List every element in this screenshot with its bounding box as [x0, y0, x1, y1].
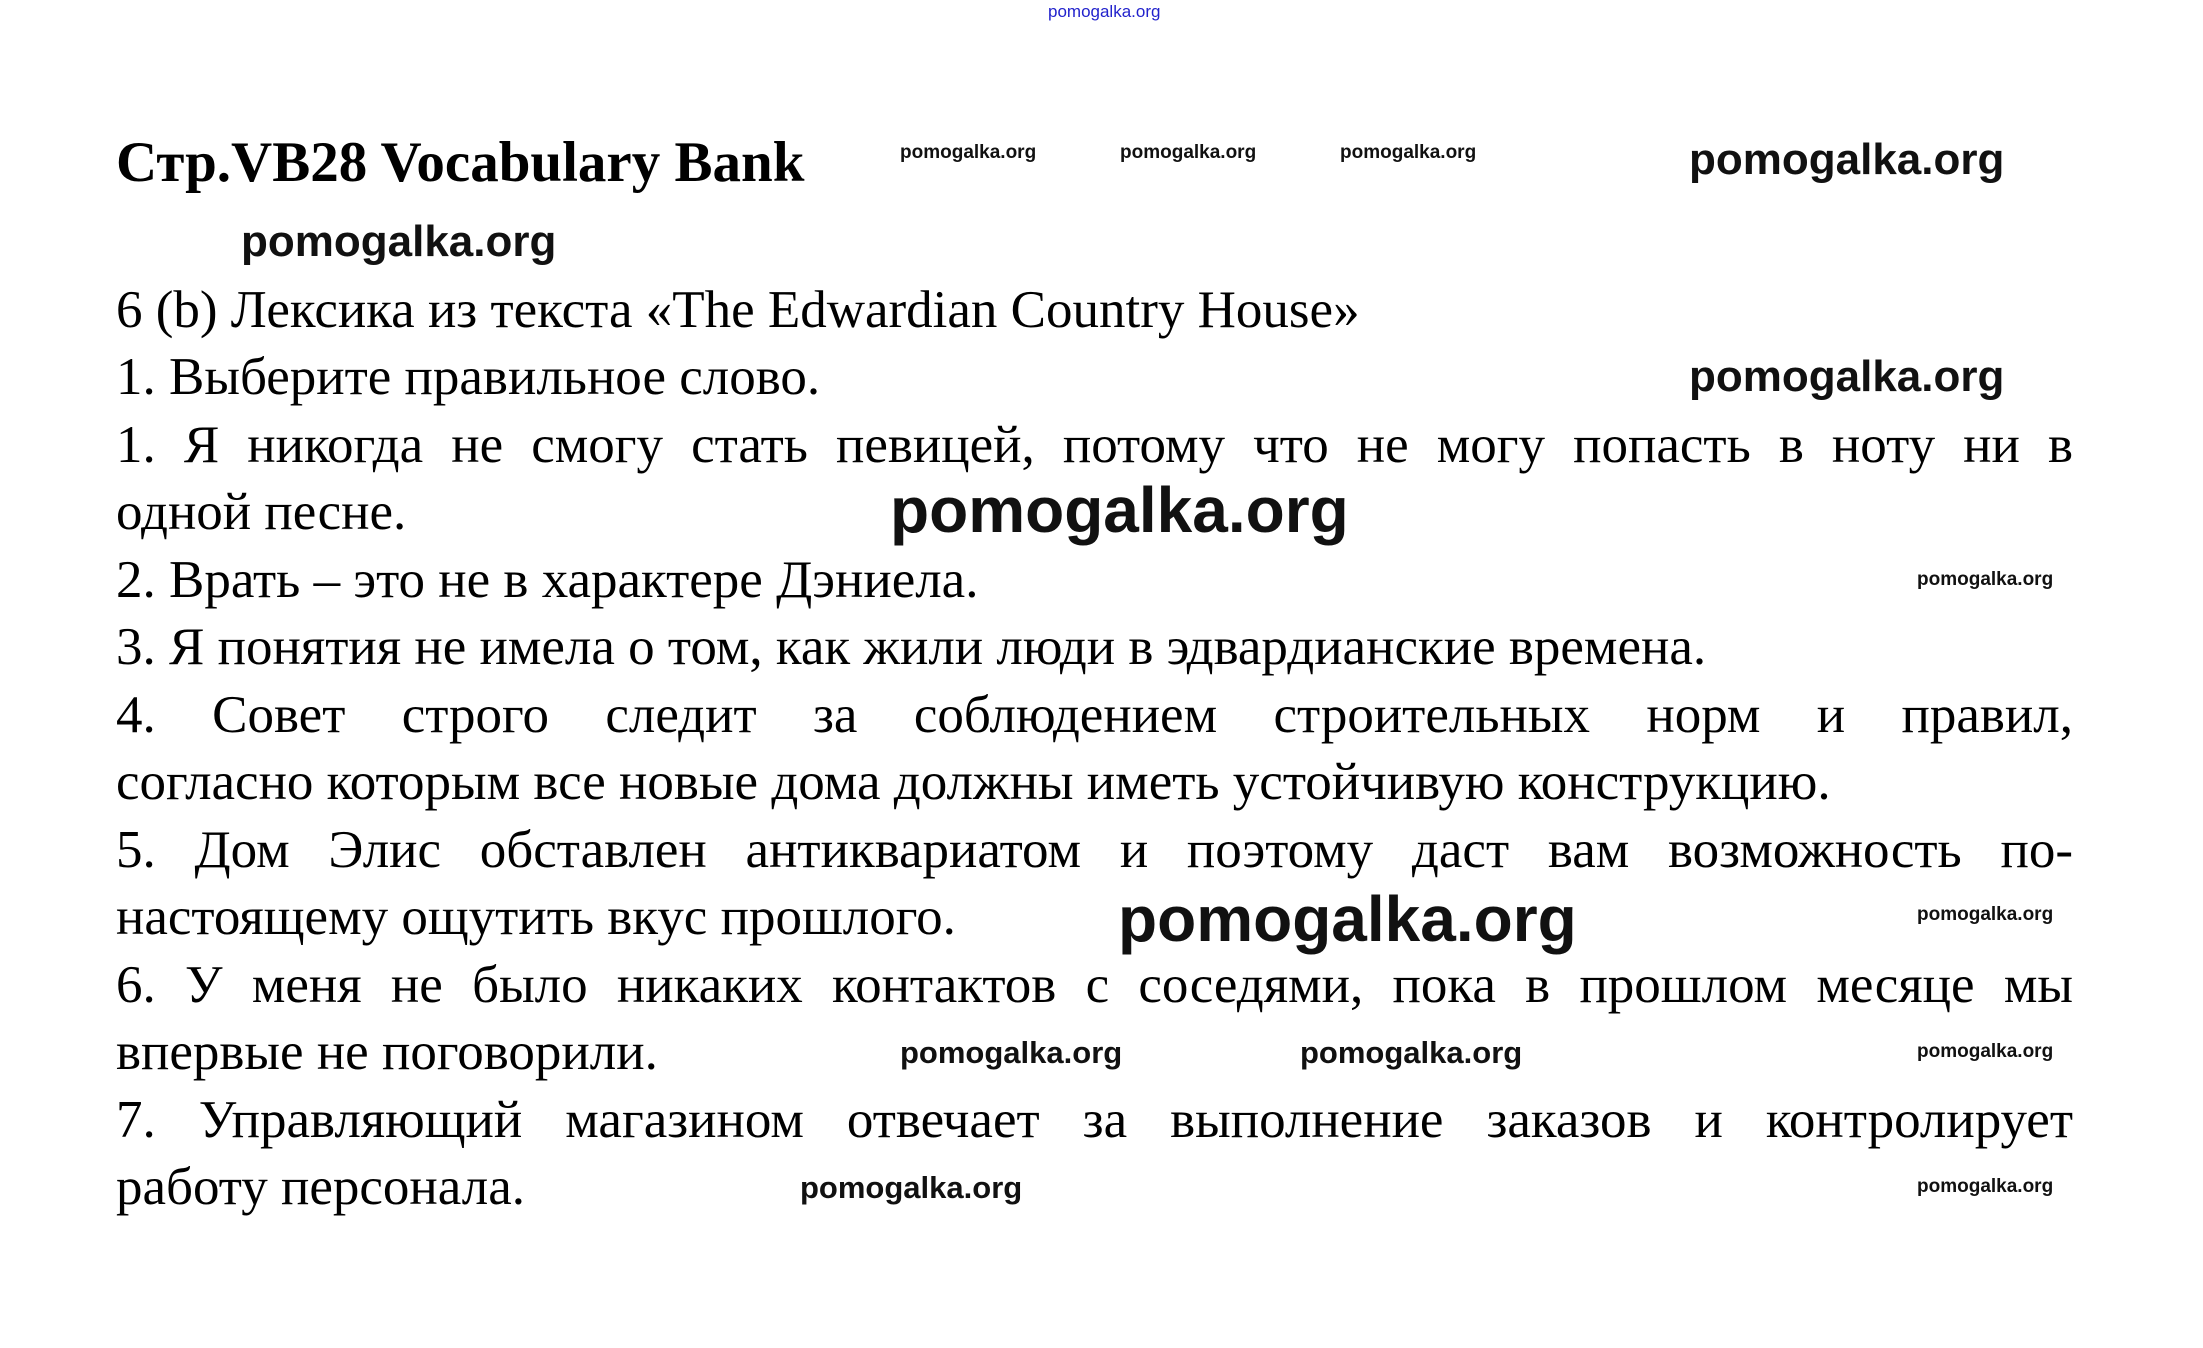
- watermark: pomogalka.org: [890, 474, 1349, 546]
- sentence-line: согласно которым все новые дома должны иметь устойчивую конструкцию.: [116, 753, 1831, 811]
- watermark: pomogalka.org: [1048, 2, 1161, 21]
- sentence-line: работу персонала.: [116, 1158, 525, 1216]
- sentence-line: впервые не поговорили.: [116, 1023, 658, 1081]
- watermark: pomogalka.org: [1917, 1041, 2054, 1062]
- sentence-line: настоящему ощутить вкус прошлого.: [116, 888, 956, 946]
- watermark: pomogalka.org: [900, 142, 1037, 163]
- watermark: pomogalka.org: [1917, 569, 2054, 590]
- watermark: pomogalka.org: [1300, 1035, 1523, 1070]
- watermark: pomogalka.org: [1118, 883, 1577, 955]
- sentence-line: одной песне.: [116, 483, 407, 541]
- watermark: pomogalka.org: [800, 1170, 1023, 1205]
- watermark: pomogalka.org: [1689, 135, 2005, 184]
- sentence-line: 3. Я понятия не имела о том, как жили люди в эдвардианские времена.: [116, 618, 1707, 676]
- watermark: pomogalka.org: [1917, 1176, 2054, 1197]
- section-heading: 6 (b) Лексика из текста «The Edwardian Country House»: [116, 281, 1360, 339]
- sentence-line: 4. Совет строго следит за соблюдением строительных норм и правил,: [116, 686, 2073, 744]
- watermark: pomogalka.org: [241, 217, 557, 266]
- sentence-line: 2. Врать – это не в характере Дэниела.: [116, 551, 979, 609]
- sentence-line: 7. Управляющий магазином отвечает за выполнение заказов и контролирует: [116, 1091, 2073, 1149]
- sentence-line: 6. У меня не было никаких контактов с соседями, пока в прошлом месяце мы: [116, 956, 2073, 1014]
- watermark: pomogalka.org: [900, 1035, 1123, 1070]
- page-title: Стр.VB28 Vocabulary Bank: [116, 131, 805, 194]
- instruction: 1. Выберите правильное слово.: [116, 348, 821, 406]
- watermark: pomogalka.org: [1120, 142, 1257, 163]
- sentence-line: 5. Дом Элис обставлен антиквариатом и поэтому даст вам возможность по-: [116, 821, 2073, 879]
- sentence-line: 1. Я никогда не смогу стать певицей, потому что не могу попасть в ноту ни в: [116, 416, 2073, 474]
- watermark: pomogalka.org: [1689, 352, 2005, 401]
- watermark: pomogalka.org: [1340, 142, 1477, 163]
- watermark: pomogalka.org: [1917, 904, 2054, 925]
